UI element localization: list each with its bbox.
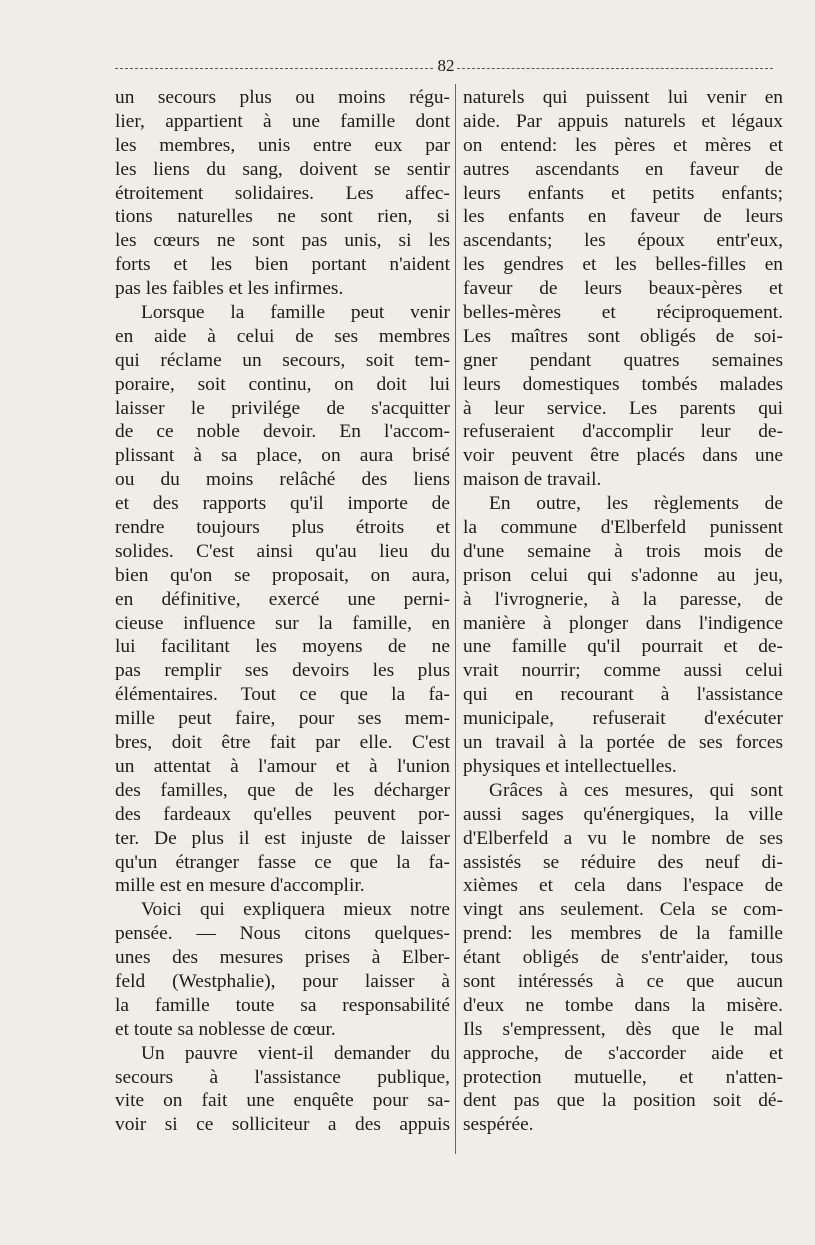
text-line: autres ascendants en faveur de [463, 158, 783, 180]
text-line: à l'ivrognerie, à la paresse, de [463, 588, 783, 610]
text-line: bien qu'on se proposait, on aura, [115, 564, 450, 586]
text-line: un secours plus ou moins régu- [115, 87, 450, 108]
text-line: vite on fait une enquête pour sa- [115, 1090, 450, 1112]
text-line: sespérée. [463, 1114, 534, 1136]
text-line: laisser le privilége de s'acquitter [115, 397, 450, 419]
text-line: la famille toute sa responsabilité [115, 994, 450, 1016]
text-line: un attentat à l'amour et à l'union [115, 755, 450, 777]
text-line: élémentaires. Tout ce que la fa- [115, 684, 450, 706]
text-line: en aide à celui de ses membres [115, 325, 450, 347]
left-text-column [115, 86, 450, 1137]
text-line: d'Elberfeld a vu le nombre de ses [463, 827, 783, 849]
text-line: assistés se réduire des neuf di- [463, 851, 783, 873]
header-rule-left [115, 68, 433, 69]
text-line: lier, appartient à une famille dont [115, 110, 450, 132]
text-line: tions naturelles ne sont rien, si [115, 206, 450, 228]
text-line: vrait nourrir; comme aussi celui [463, 660, 783, 682]
text-line: étant obligés de s'entr'aider, tous [463, 947, 783, 969]
text-line: les membres, unis entre eux par [115, 134, 450, 156]
text-line: Grâces à ces mesures, qui sont [489, 779, 783, 801]
text-line: qu'un étranger fasse ce que la fa- [115, 851, 450, 873]
text-line: de ce noble devoir. En l'accom- [115, 421, 450, 443]
text-line: rendre toujours plus étroits et [115, 517, 450, 539]
text-line: pas les faibles et les infirmes. [115, 278, 344, 300]
text-line: protection mutuelle, et n'atten- [463, 1066, 783, 1088]
text-line: la commune d'Elberfeld punissent [463, 517, 783, 539]
text-line: gner pendant quatres semaines [463, 349, 783, 371]
text-line: secours à l'assistance publique, [115, 1066, 450, 1088]
text-line: solides. C'est ainsi qu'au lieu du [115, 540, 450, 562]
text-line: des fardeaux qu'elles peuvent por- [115, 803, 450, 825]
text-line: les gendres et les belles-filles en [463, 254, 783, 276]
text-line: qui réclame un secours, soit tem- [115, 349, 450, 371]
text-line: maison de travail. [463, 469, 602, 491]
text-line: pas remplir ses devoirs les plus [115, 660, 450, 682]
text-line: prend: les membres de la famille [463, 923, 783, 945]
column-divider [455, 84, 456, 1154]
text-line: étroitement solidaires. Les affec- [115, 182, 450, 204]
text-line: manière à plonger dans l'indigence [463, 612, 783, 634]
right-text-column [463, 86, 783, 1137]
text-line: leurs enfants et petits enfants; [463, 182, 783, 204]
text-line: les cœurs ne sont pas unis, si les [115, 230, 450, 252]
text-line: aide. Par appuis naturels et légaux [463, 110, 783, 132]
text-line: voir si ce solliciteur a des appuis [115, 1114, 450, 1136]
text-line: un travail à la portée de ses forces [463, 732, 783, 754]
page-number: 82 [437, 56, 455, 75]
text-line: leurs domestiques tombés malades [463, 373, 783, 395]
text-line: municipale, refuserait d'exécuter [463, 708, 783, 730]
text-line: sont intéressés à ce que aucun [463, 970, 783, 992]
text-line: en définitive, exercé une perni- [115, 588, 450, 610]
text-line: physiques et intellectuelles. [463, 755, 677, 777]
text-line: xièmes et cela dans l'espace de [463, 875, 783, 897]
text-line: Un pauvre vient-il demander du [141, 1042, 450, 1064]
text-line: Les maîtres sont obligés de soi- [463, 325, 783, 347]
text-line: qui en recourant à l'assistance [463, 684, 783, 706]
text-line: mille peut faire, pour ses mem- [115, 708, 450, 730]
text-line: approche, de s'accorder aide et [463, 1042, 783, 1064]
text-line: vingt ans seulement. Cela se com- [463, 899, 783, 921]
text-line: plissant à sa place, on aura brisé [115, 445, 450, 467]
text-line: d'eux ne tombe dans la misère. [463, 994, 783, 1016]
text-line: une famille qu'il pourrait et de- [463, 636, 783, 658]
text-line: mille est en mesure d'accomplir. [115, 875, 365, 897]
text-line: belles-mères et réciproquement. [463, 302, 783, 324]
text-line: ter. De plus il est injuste de laisser [115, 827, 450, 849]
text-line: pensée. — Nous citons quelques- [115, 923, 450, 945]
text-line: unes des mesures prises à Elber- [115, 947, 450, 969]
text-line: voir peuvent être placés dans une [463, 445, 783, 467]
text-line: ou du moins relâché des liens [115, 469, 450, 491]
text-line: des familles, que de les décharger [115, 779, 450, 801]
page-header [115, 55, 773, 77]
text-line: les enfants en faveur de leurs [463, 206, 783, 228]
text-line: Lorsque la famille peut venir [141, 302, 450, 324]
text-line: d'une semaine à trois mois de [463, 540, 783, 562]
text-line: bres, doit être fait par elle. C'est [115, 732, 450, 754]
text-line: poraire, soit continu, on doit lui [115, 373, 450, 395]
text-line: refuseraient d'accomplir leur de- [463, 421, 783, 443]
text-line: lui facilitant les moyens de ne [115, 636, 450, 658]
text-line: forts et les bien portant n'aident [115, 254, 450, 276]
text-line: les liens du sang, doivent se sentir [115, 158, 450, 180]
text-line: aussi sages qu'énergiques, la ville [463, 803, 783, 825]
text-line: et toute sa noblesse de cœur. [115, 1018, 336, 1040]
text-line: dent pas que la position soit dé- [463, 1090, 783, 1112]
text-line: Ils s'empressent, dès que le mal [463, 1018, 783, 1040]
header-rule-right [457, 68, 773, 69]
text-line: prison celui qui s'adonne au jeu, [463, 564, 783, 586]
text-line: cieuse influence sur la famille, en [115, 612, 450, 634]
text-line: faveur de leurs beaux-pères et [463, 278, 783, 300]
text-line: on entend: les pères et mères et [463, 134, 783, 156]
text-line: feld (Westphalie), pour laisser à [115, 970, 450, 992]
text-line: En outre, les règlements de [489, 493, 783, 515]
text-line: et des rapports qu'il importe de [115, 493, 450, 515]
text-line: ascendants; les époux entr'eux, [463, 230, 783, 252]
text-line: naturels qui puissent lui venir en [463, 87, 783, 108]
text-line: Voici qui expliquera mieux notre [141, 899, 450, 921]
text-line: à leur service. Les parents qui [463, 397, 783, 419]
